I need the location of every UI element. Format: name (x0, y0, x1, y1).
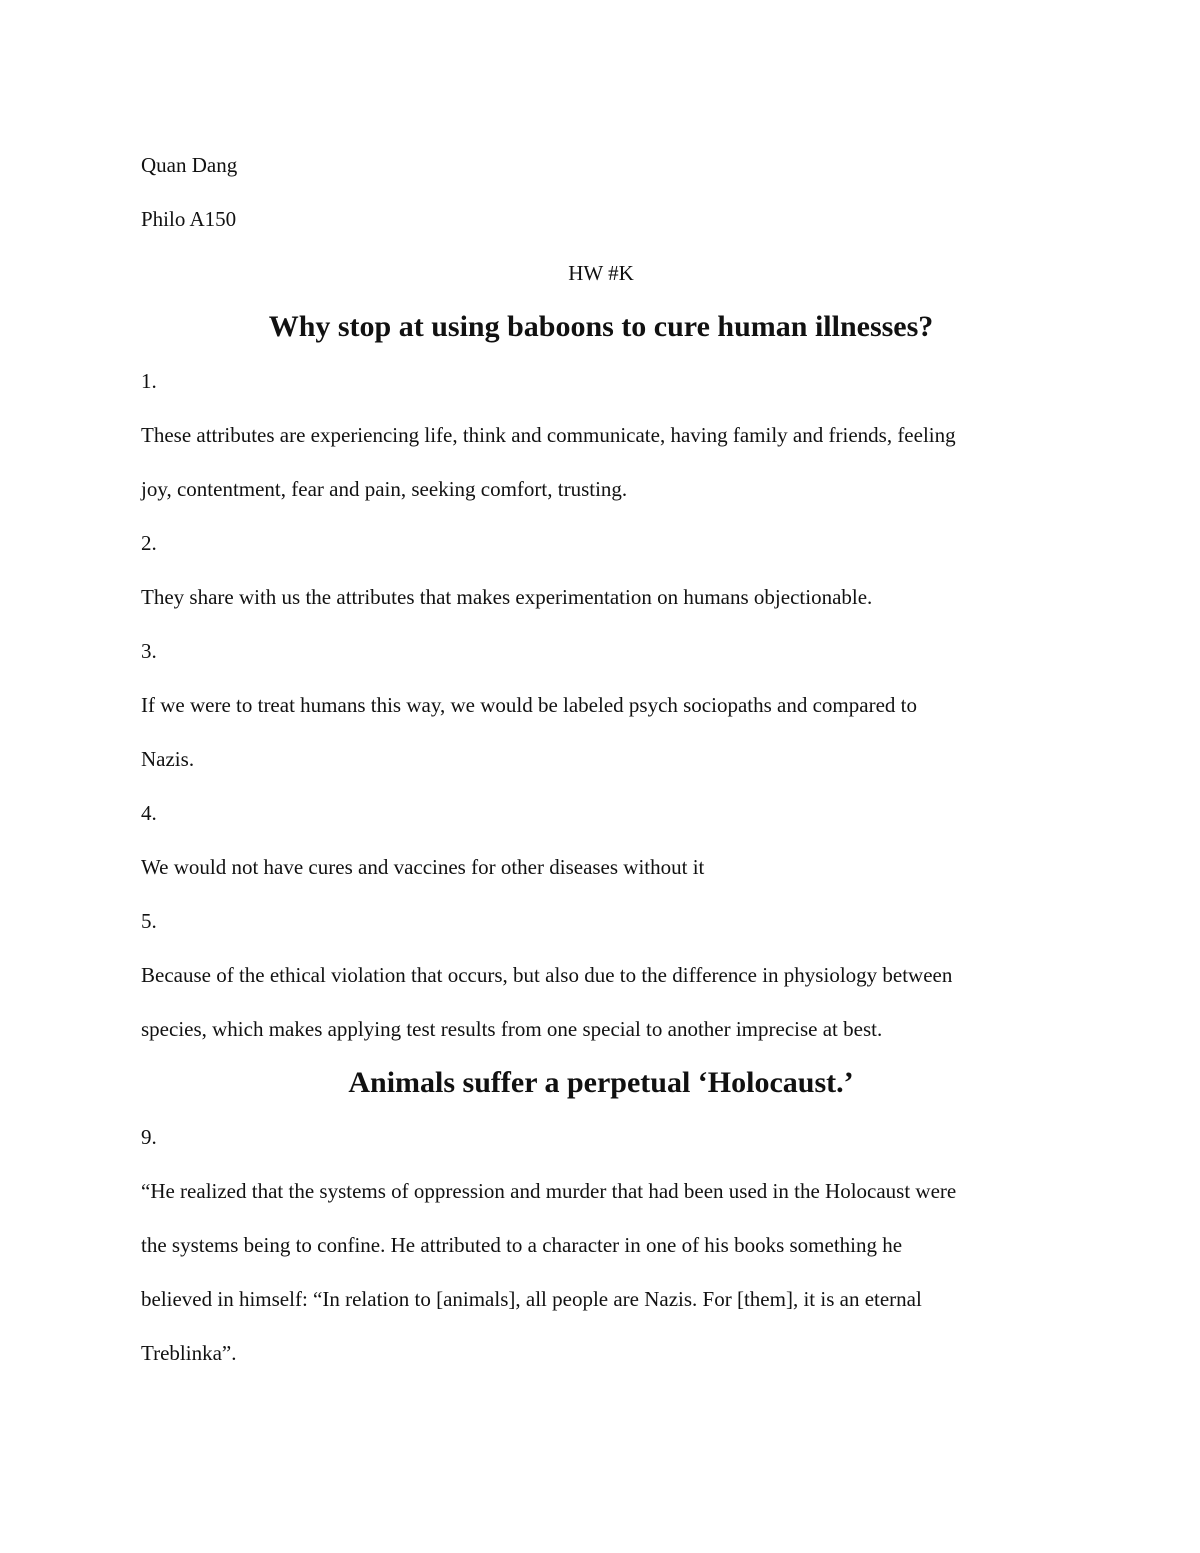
answer-line: They share with us the attributes that makes experimentation on humans objectionable. (141, 585, 873, 609)
answer-line: If we were to treat humans this way, we would be labeled psych sociopaths and compared to (141, 693, 917, 717)
section-heading: Animals suffer a perpetual ‘Holocaust.’ (348, 1066, 854, 1099)
answer-line: the systems being to confine. He attributed to a character in one of his books something he (141, 1233, 903, 1257)
answer-line: “He realized that the systems of oppression and murder that had been used in the Holocaust were (141, 1179, 957, 1203)
item-number: 1. (141, 369, 157, 393)
answer-line: joy, contentment, fear and pain, seeking comfort, trusting. (141, 477, 628, 501)
answer-line: believed in himself: “In relation to [animals], all people are Nazis. For [them], it is an eternal (141, 1287, 922, 1311)
answer-line: Nazis. (141, 747, 195, 771)
item-number: 3. (141, 639, 157, 663)
item-number: 5. (141, 909, 157, 933)
answer-line: We would not have cures and vaccines for other diseases without it (141, 855, 705, 879)
answer-line: species, which makes applying test results from one special to another imprecise at best. (141, 1017, 883, 1041)
answer-line: Because of the ethical violation that occurs, but also due to the difference in physiology between (141, 963, 953, 987)
answer-line: These attributes are experiencing life, think and communicate, having family and friends, feeling (141, 423, 956, 447)
answer-line: Treblinka”. (141, 1341, 237, 1365)
section-heading: Why stop at using baboons to cure human illnesses? (268, 310, 934, 343)
author-name: Quan Dang (141, 153, 238, 177)
document-body (141, 138, 1061, 1380)
assignment-title: HW #K (568, 261, 634, 285)
item-number: 4. (141, 801, 157, 825)
item-number: 2. (141, 531, 157, 555)
course-name: Philo A150 (141, 207, 237, 231)
item-number: 9. (141, 1125, 157, 1149)
